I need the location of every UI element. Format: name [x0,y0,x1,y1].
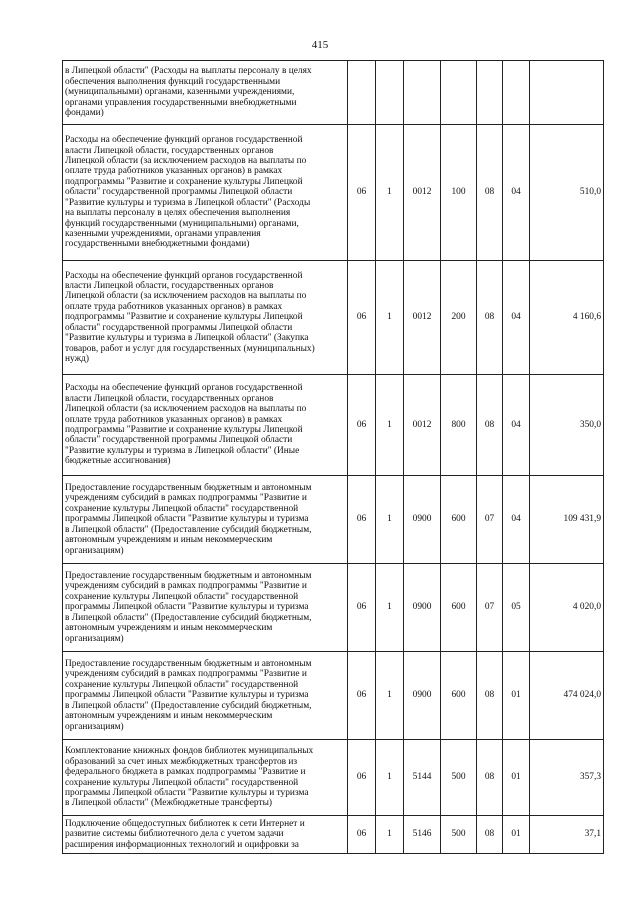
code-program: 1 [376,125,404,261]
code-program: 1 [376,816,404,854]
table-row [63,261,604,375]
code-section: 08 [477,652,503,740]
code-target-article: 5144 [404,740,441,816]
code-ministry: 06 [348,740,376,816]
row-amount: 474 024,0 [530,652,604,740]
code-section [477,61,503,125]
code-ministry: 06 [348,816,376,854]
code-target-article: 0900 [404,476,441,564]
code-ministry: 06 [348,125,376,261]
code-target-article: 0900 [404,564,441,652]
row-description: Расходы на обеспечение функций органов государственной власти Липецкой области, государственных органов Липецкой области (за исключением расходов на выплаты по оплате труда работников указанных органов) в рамках подпрограммы "Развитие и сохранение культуры Липецкой области" государственной программы Липецкой области "Развитие культуры и туризма в Липецкой области" (Иные бюджетные ассигнования) [63,375,348,476]
budget-table [62,60,604,854]
code-program: 1 [376,740,404,816]
code-ministry [348,61,376,125]
code-program: 1 [376,652,404,740]
row-description: Расходы на обеспечение функций органов государственной власти Липецкой области, государственных органов Липецкой области (за исключением расходов на выплаты по оплате труда работников указанных органов) в рамках подпрограммы "Развитие и сохранение культуры Липецкой области" государственной программы Липецкой области "Развитие культуры и туризма в Липецкой области" (Закупка товаров, работ и услуг для государственных (муниципальных) нужд) [63,261,348,375]
code-section: 07 [477,476,503,564]
code-subsection: 01 [503,816,530,854]
row-description: Комплектование книжных фондов библиотек муниципальных образований за счет иных межбюджетных трансфертов из федерального бюджета в рамках подпрограммы "Развитие и сохранение культуры Липецкой области" государственной программы Липецкой области "Развитие культуры и туризма в Липецкой области" (Межбюджетные трансферты) [63,740,348,816]
table-row [63,476,604,564]
row-description: Предоставление государственным бюджетным и автономным учреждениям субсидий в рамках подпрограммы "Развитие и сохранение культуры Липецкой области" государственной программы Липецкой области "Развитие культуры и туризма в Липецкой области" (Предоставление субсидий бюджетным, автономным учреждениям и иным некоммерческим организациям) [63,652,348,740]
page-number: 415 [311,39,329,51]
table-row [63,125,604,261]
code-expense-type: 500 [441,740,477,816]
code-section: 08 [477,375,503,476]
code-target-article: 0012 [404,261,441,375]
row-description: Подключение общедоступных библиотек к сети Интернет и развитие системы библиотечного дела с учетом задачи расширения информационных технологий и оцифровки за [63,816,348,854]
code-expense-type: 500 [441,816,477,854]
code-expense-type: 200 [441,261,477,375]
row-description: Расходы на обеспечение функций органов государственной власти Липецкой области, государственных органов Липецкой области (за исключением расходов на выплаты по оплате труда работников указанных органов) в рамках подпрограммы "Развитие и сохранение культуры Липецкой области" государственной программы Липецкой области "Развитие культуры и туризма в Липецкой области" (Расходы на выплаты персоналу в целях обеспечения выполнения функций государственными (муниципальными) органами, казенными учреждениями, органами управления государственными внебюджетными фондами) [63,125,348,261]
row-amount: 37,1 [530,816,604,854]
code-program: 1 [376,375,404,476]
code-target-article: 0012 [404,125,441,261]
code-program: 1 [376,261,404,375]
row-amount: 510,0 [530,125,604,261]
code-program: 1 [376,476,404,564]
code-expense-type: 600 [441,476,477,564]
code-section: 08 [477,740,503,816]
code-program [376,61,404,125]
row-amount [530,61,604,125]
code-subsection: 04 [503,125,530,261]
code-target-article: 5146 [404,816,441,854]
code-section: 08 [477,816,503,854]
code-expense-type [441,61,477,125]
code-expense-type: 100 [441,125,477,261]
code-ministry: 06 [348,652,376,740]
code-target-article [404,61,441,125]
row-amount: 357,3 [530,740,604,816]
code-subsection: 01 [503,740,530,816]
code-expense-type: 800 [441,375,477,476]
code-section: 07 [477,564,503,652]
row-description: Предоставление государственным бюджетным и автономным учреждениям субсидий в рамках подпрограммы "Развитие и сохранение культуры Липецкой области" государственной программы Липецкой области "Развитие культуры и туризма в Липецкой области" (Предоставление субсидий бюджетным, автономным учреждениям и иным некоммерческим организациям) [63,476,348,564]
table-row [63,816,604,854]
table-row [63,564,604,652]
code-subsection: 01 [503,652,530,740]
code-expense-type: 600 [441,564,477,652]
table-row [63,61,604,125]
code-ministry: 06 [348,564,376,652]
code-subsection: 04 [503,261,530,375]
code-ministry: 06 [348,261,376,375]
code-ministry: 06 [348,375,376,476]
code-subsection: 04 [503,375,530,476]
row-description: Предоставление государственным бюджетным и автономным учреждениям субсидий в рамках подпрограммы "Развитие и сохранение культуры Липецкой области" государственной программы Липецкой области "Развитие культуры и туризма в Липецкой области" (Предоставление субсидий бюджетным, автономным учреждениям и иным некоммерческим организациям) [63,564,348,652]
row-amount: 350,0 [530,375,604,476]
table-row [63,652,604,740]
row-amount: 109 431,9 [530,476,604,564]
code-ministry: 06 [348,476,376,564]
code-program: 1 [376,564,404,652]
code-section: 08 [477,125,503,261]
code-section: 08 [477,261,503,375]
row-description: в Липецкой области" (Расходы на выплаты персоналу в целях обеспечения выполнения функций государственными (муниципальными) органами, казенными учреждениями, органами управления государственными внебюджетными фондами) [63,61,348,125]
table-row [63,375,604,476]
code-target-article: 0012 [404,375,441,476]
code-subsection: 04 [503,476,530,564]
code-target-article: 0900 [404,652,441,740]
row-amount: 4 160,6 [530,261,604,375]
row-amount: 4 020,0 [530,564,604,652]
code-subsection [503,61,530,125]
code-expense-type: 600 [441,652,477,740]
table-row [63,740,604,816]
code-subsection: 05 [503,564,530,652]
